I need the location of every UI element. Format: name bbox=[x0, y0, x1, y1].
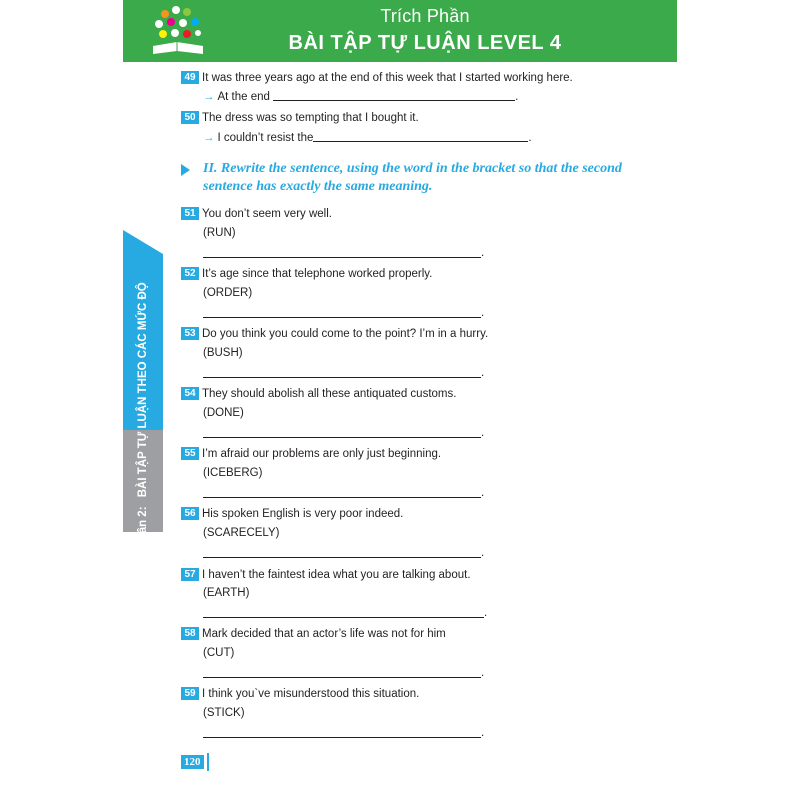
question-text: Mark decided that an actor’s life was not for him bbox=[202, 628, 446, 640]
question-number: 56 bbox=[181, 507, 199, 520]
answer-end: . bbox=[484, 607, 488, 619]
question-50 bbox=[181, 111, 419, 125]
rewrite-line-50 bbox=[203, 131, 532, 145]
question-number: 59 bbox=[181, 687, 199, 700]
question-57 bbox=[181, 568, 471, 582]
answer-blank[interactable] bbox=[313, 131, 528, 142]
header-subtitle: Trích Phần bbox=[380, 6, 470, 26]
answer-line[interactable] bbox=[203, 377, 481, 378]
question-text: You don’t seem very well. bbox=[202, 208, 332, 220]
keyword: (ORDER) bbox=[203, 287, 253, 299]
answer-end: . bbox=[481, 547, 485, 559]
keyword: (CUT) bbox=[203, 647, 235, 659]
question-number: 58 bbox=[181, 627, 199, 640]
arrow-right-icon: → bbox=[203, 132, 215, 144]
rewrite-line-49 bbox=[203, 90, 518, 104]
question-number: 57 bbox=[181, 568, 199, 581]
question-number: 53 bbox=[181, 327, 199, 340]
question-number: 49 bbox=[181, 71, 199, 84]
answer-end: . bbox=[481, 367, 485, 379]
question-number: 52 bbox=[181, 267, 199, 280]
answer-end: . bbox=[481, 667, 485, 679]
question-51 bbox=[181, 207, 332, 221]
question-52 bbox=[181, 267, 432, 281]
keyword: (ICEBERG) bbox=[203, 467, 263, 479]
question-text: It was three years ago at the end of this week that I started working here. bbox=[202, 72, 573, 84]
side-tab-title: BÀI TẬP TỰ LUẬN THEO CÁC MỨC ĐỘ bbox=[137, 282, 149, 498]
question-54 bbox=[181, 387, 456, 401]
keyword: (BUSH) bbox=[203, 347, 243, 359]
rewrite-end: . bbox=[528, 132, 532, 144]
question-text: It’s age since that telephone worked properly. bbox=[202, 268, 433, 280]
page-number-bar bbox=[207, 753, 209, 771]
answer-end: . bbox=[481, 727, 485, 739]
arrow-right-icon: → bbox=[203, 91, 215, 103]
question-56 bbox=[181, 507, 403, 521]
header-banner bbox=[123, 0, 677, 62]
keyword: (SCARECELY) bbox=[203, 527, 280, 539]
answer-end: . bbox=[481, 487, 485, 499]
side-tab-part: Phần 2: bbox=[137, 506, 149, 548]
section-heading: II. Rewrite the sentence, using the word in the bracket so that the second sentence has exactly the same meaning. bbox=[203, 161, 622, 194]
question-text: Do you think you could come to the point? I’m in a hurry. bbox=[202, 328, 489, 340]
answer-end: . bbox=[481, 307, 485, 319]
answer-end: . bbox=[481, 427, 485, 439]
question-text: I haven’t the faintest idea what you are talking about. bbox=[202, 569, 471, 581]
question-number: 55 bbox=[181, 447, 199, 460]
answer-end: . bbox=[481, 247, 485, 259]
question-59 bbox=[181, 687, 419, 701]
question-number: 54 bbox=[181, 387, 199, 400]
header-title: BÀI TẬP TỰ LUẬN LEVEL 4 bbox=[288, 32, 562, 54]
question-58 bbox=[181, 627, 446, 641]
answer-line[interactable] bbox=[203, 257, 481, 258]
question-49 bbox=[181, 71, 573, 85]
question-text: They should abolish all these antiquated customs. bbox=[202, 388, 457, 400]
question-text: His spoken English is very poor indeed. bbox=[202, 508, 404, 520]
answer-line[interactable] bbox=[203, 317, 481, 318]
answer-line[interactable] bbox=[203, 617, 484, 618]
question-55 bbox=[181, 447, 441, 461]
answer-line[interactable] bbox=[203, 677, 481, 678]
rewrite-end: . bbox=[515, 91, 519, 103]
answer-line[interactable] bbox=[203, 437, 481, 438]
question-text: The dress was so tempting that I bought it. bbox=[202, 112, 419, 124]
question-text: I think you`ve misunderstood this situation. bbox=[202, 688, 420, 700]
rewrite-prompt: At the end bbox=[217, 91, 270, 103]
keyword: (EARTH) bbox=[203, 587, 250, 599]
keyword: (STICK) bbox=[203, 707, 245, 719]
page-number: 120 bbox=[181, 755, 204, 769]
question-53 bbox=[181, 327, 488, 341]
rewrite-prompt: I couldn’t resist the bbox=[217, 132, 314, 144]
keyword: (DONE) bbox=[203, 407, 244, 419]
answer-line[interactable] bbox=[203, 497, 481, 498]
question-number: 50 bbox=[181, 111, 199, 124]
answer-line[interactable] bbox=[203, 737, 481, 738]
side-tab-label bbox=[132, 282, 154, 548]
section-triangle-icon bbox=[181, 164, 190, 176]
answer-blank[interactable] bbox=[273, 90, 515, 101]
answer-line[interactable] bbox=[203, 557, 481, 558]
keyword: (RUN) bbox=[203, 227, 236, 239]
question-text: I’m afraid our problems are only just beginning. bbox=[202, 448, 442, 460]
question-number: 51 bbox=[181, 207, 199, 220]
